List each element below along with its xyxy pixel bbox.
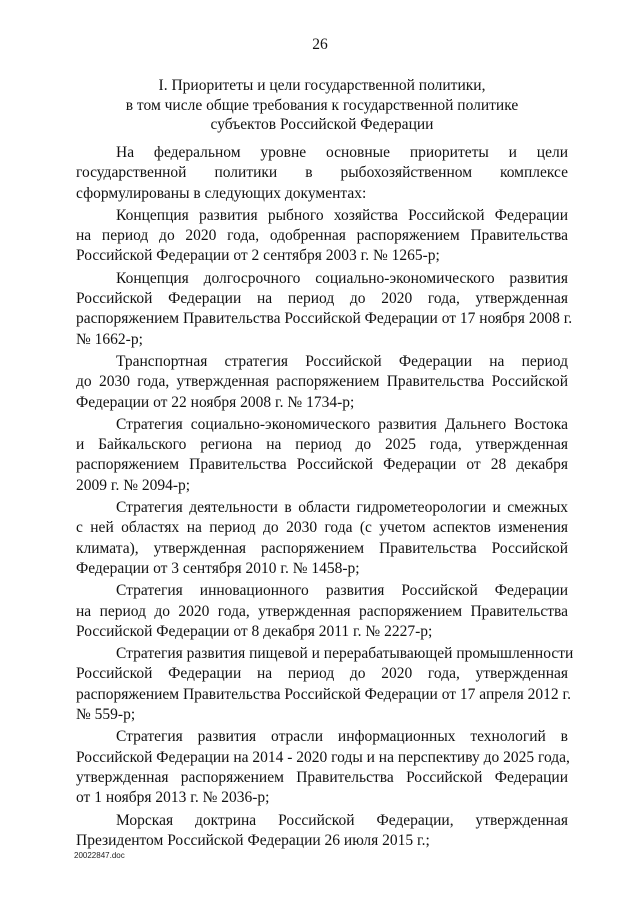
heading-line: субъектов Российской Федерации: [210, 116, 434, 133]
paragraph: [76, 415, 568, 496]
paragraph-line: утвержденная распоряжением Правительства Российской Федерации: [76, 768, 568, 786]
paragraph-line: Российской Федерации на период до 2020 года, утвержденная: [76, 290, 568, 308]
paragraph-line: Стратегия развития отрасли информационных технологий в: [116, 728, 568, 746]
paragraph-line: сформулированы в следующих документах:: [76, 184, 367, 202]
paragraph: [76, 581, 568, 642]
paragraph-line: распоряжением Правительства Российской Федерации от 17 апреля 2012 г.: [76, 685, 571, 703]
paragraph-line: от 1 ноября 2013 г. № 2036-р;: [76, 789, 270, 807]
paragraph-line: № 1662-р;: [76, 330, 143, 348]
paragraph-line: Стратегия деятельности в области гидрометеорологии и смежных: [116, 499, 568, 517]
paragraph: [76, 727, 568, 808]
heading-line: I. Приоритеты и цели государственной политики,: [158, 77, 486, 94]
paragraph-line: Федерации от 22 ноября 2008 г. № 1734-р;: [76, 393, 355, 411]
paragraph-line: Президентом Российской Федерации 26 июля 2015 г.;: [76, 831, 430, 849]
paragraph-line: Российской Федерации от 8 декабря 2011 г. № 2227-р;: [76, 622, 433, 640]
paragraph-line: На федеральном уровне основные приоритеты и цели: [116, 144, 568, 161]
paragraph-line: распоряжением Правительства Российской Федерации от 28 декабря: [76, 456, 568, 474]
paragraph-line: Российской Федерации на период до 2020 года, утвержденная: [76, 665, 568, 683]
paragraph-line: Морская доктрина Российской Федерации, утвержденная: [116, 811, 568, 829]
paragraph-line: с ней областях на период до 2030 года (с учетом аспектов изменения: [76, 519, 568, 537]
paragraph-line: № 559-р;: [76, 706, 136, 724]
paragraph: [76, 811, 568, 852]
paragraph-line: на период до 2020 года, одобренная распоряжением Правительства: [76, 227, 568, 245]
paragraph-line: 2009 г. № 2094-р;: [76, 476, 191, 494]
paragraph-line: до 2030 года, утвержденная распоряжением Правительства Российской: [76, 373, 568, 391]
document-body: [76, 143, 574, 853]
paragraph-line: Транспортная стратегия Российской Федерации на период: [116, 352, 568, 370]
file-name-footer: 20022847.doc: [74, 851, 125, 860]
paragraph-line: Федерации от 3 сентября 2010 г. № 1458-р;: [76, 559, 360, 577]
paragraph-line: Российской Федерации от 2 сентября 2003 г. № 1265-р;: [76, 247, 440, 265]
paragraph: [76, 352, 568, 413]
paragraph-line: климата), утвержденная распоряжением Правительства Российской: [76, 539, 568, 557]
paragraph-line: распоряжением Правительства Российской Федерации от 17 ноября 2008 г.: [76, 310, 573, 328]
heading-line: в том числе общие требования к государственной политике: [125, 96, 519, 114]
paragraph-line: Концепция долгосрочного социально-экономического развития: [116, 269, 568, 287]
paragraph-line: Концепция развития рыбного хозяйства Российской Федерации: [116, 206, 568, 224]
paragraph: [76, 269, 573, 350]
paragraph: [76, 206, 568, 267]
paragraph-line: и Байкальского региона на период до 2025 года, утвержденная: [76, 436, 568, 454]
paragraph-line: Российской Федерации на 2014 - 2020 годы и на перспективу до 2025 года,: [76, 748, 570, 766]
paragraph-line: Стратегия развития пищевой и перерабатывающей промышленности: [116, 645, 574, 663]
paragraph: [76, 143, 568, 204]
paragraph: [76, 644, 574, 725]
paragraph: [76, 498, 568, 579]
paragraph-line: государственной политики в рыбохозяйственном комплексе: [76, 164, 568, 182]
paragraph-line: Стратегия социально-экономического развития Дальнего Востока: [116, 415, 568, 433]
paragraph-line: на период до 2020 года, утвержденная распоряжением Правительства: [76, 602, 568, 620]
section-heading: [76, 76, 568, 135]
page-number: 26: [312, 36, 328, 53]
paragraph-line: Стратегия инновационного развития Российской Федерации: [116, 582, 568, 600]
